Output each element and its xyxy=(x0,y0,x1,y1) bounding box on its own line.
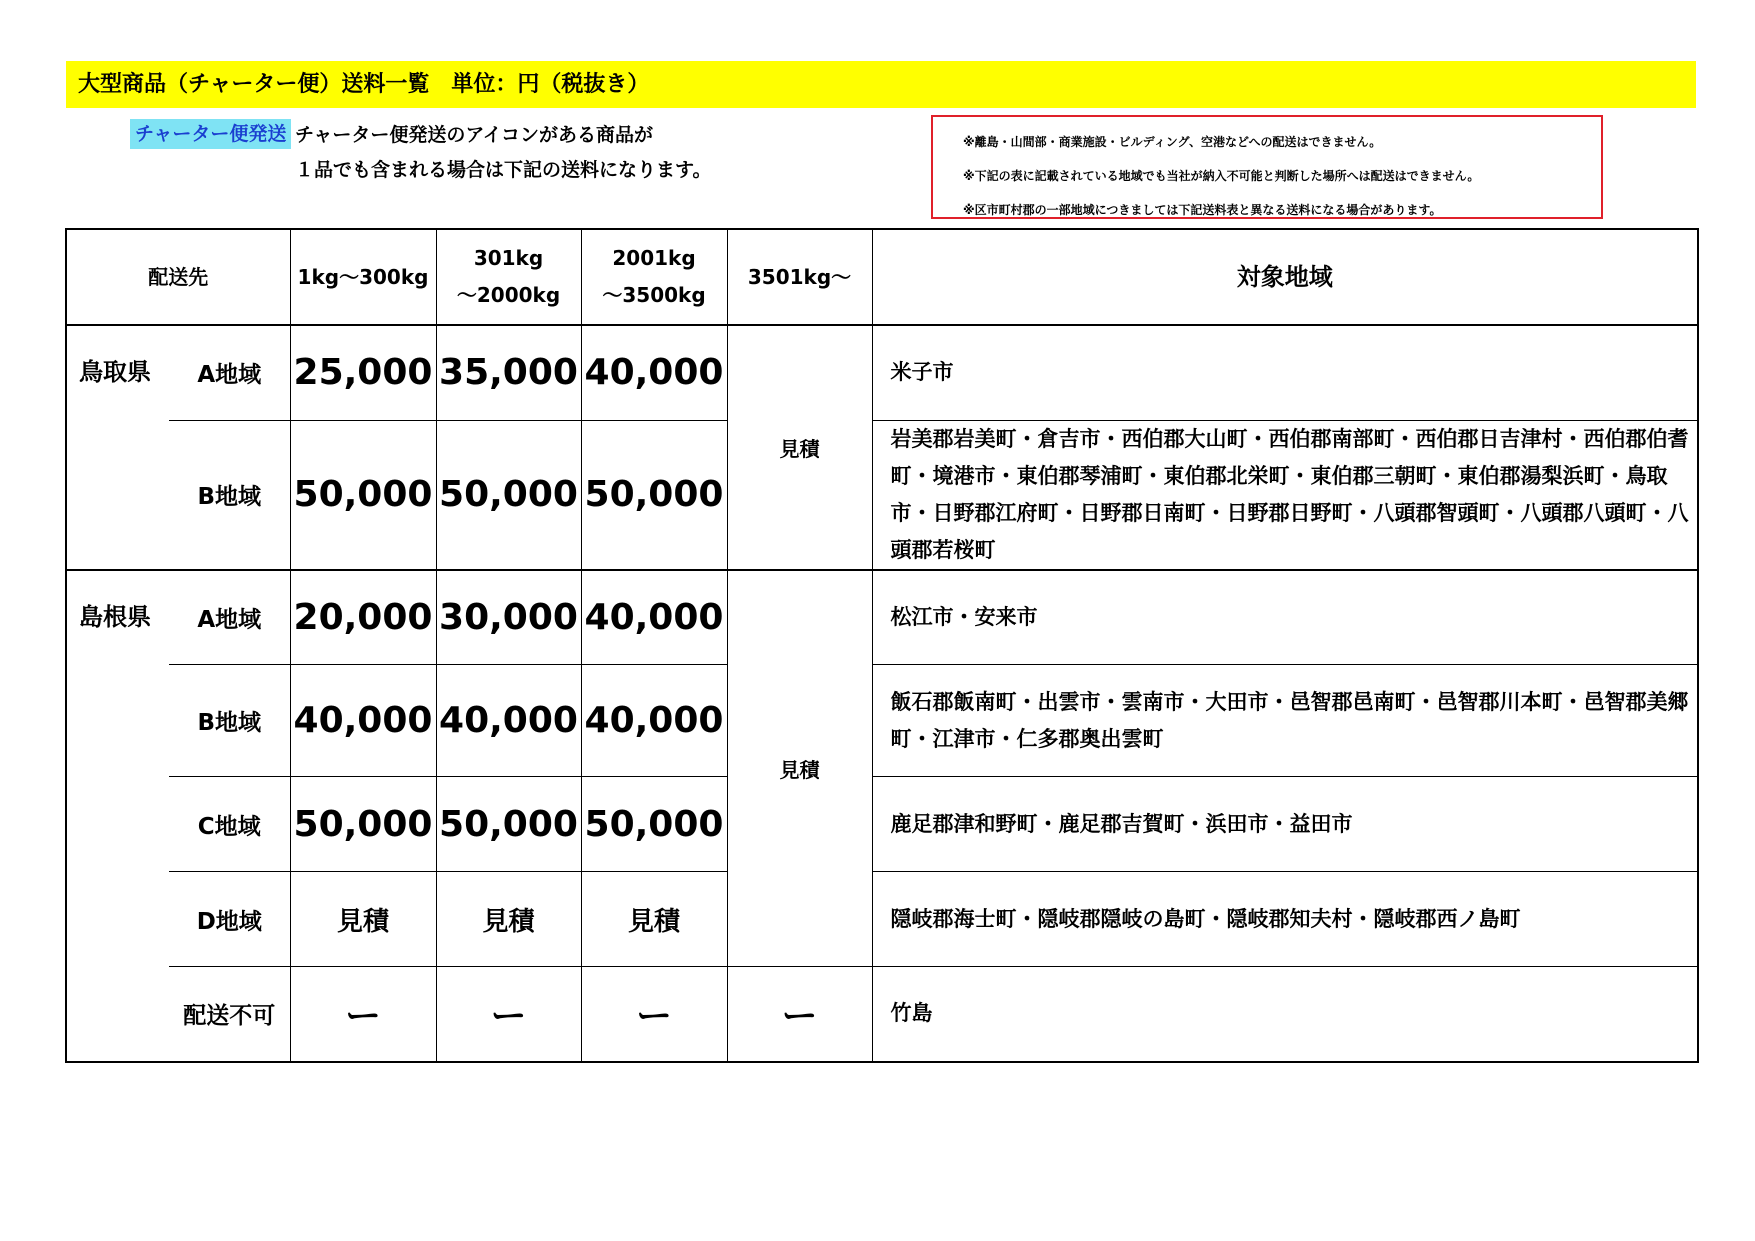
price-cell: ー xyxy=(436,967,581,1062)
header-weight-2 xyxy=(436,229,581,325)
price-cell: 30,000 xyxy=(436,570,581,665)
target-areas: 岩美郡岩美町・倉吉市・西伯郡大山町・西伯郡南部町・西伯郡日吉津村・西伯郡伯耆町・境港市・東伯郡琴浦町・東伯郡北栄町・東伯郡三朝町・東伯郡湯梨浜町・鳥取市・日野郡江府町・日野郡日南町・日野郡日野町・八頭郡智頭町・八頭郡八頭町・八頭郡若桜町 xyxy=(872,420,1698,570)
price-cell: 40,000 xyxy=(290,665,436,777)
table-row xyxy=(66,665,1698,777)
price-cell: 50,000 xyxy=(290,777,436,872)
table-header-row xyxy=(66,229,1698,325)
notice-line-3: ※区市町村郡の一部地域につきましては下記送料表と異なる送料になる場合があります。 xyxy=(963,203,1442,217)
price-cell: 50,000 xyxy=(436,420,581,570)
notice-box xyxy=(931,115,1603,219)
region-label: C地域 xyxy=(169,777,290,872)
price-cell: 50,000 xyxy=(290,420,436,570)
price-cell: 40,000 xyxy=(581,665,727,777)
header-areas: 対象地域 xyxy=(872,229,1698,325)
target-areas: 米子市 xyxy=(872,325,1698,420)
prefecture-tottori xyxy=(66,325,169,570)
target-areas: 飯石郡飯南町・出雲市・雲南市・大田市・邑智郡邑南町・邑智郡川本町・邑智郡美郷町・江津市・仁多郡奥出雲町 xyxy=(872,665,1698,777)
region-label: B地域 xyxy=(169,420,290,570)
price-cell: 20,000 xyxy=(290,570,436,665)
prefecture-shimane xyxy=(66,570,169,1062)
shipping-rate-table xyxy=(65,228,1699,1063)
table-row xyxy=(66,325,1698,420)
price-cell: 40,000 xyxy=(581,325,727,420)
header-weight-3-line-2: ～3500kg xyxy=(602,283,706,307)
price-cell: 見積 xyxy=(436,872,581,967)
target-areas: 松江市・安来市 xyxy=(872,570,1698,665)
price-cell: ー xyxy=(727,967,872,1062)
target-areas: 隠岐郡海士町・隠岐郡隠岐の島町・隠岐郡知夫村・隠岐郡西ノ島町 xyxy=(872,872,1698,967)
header-weight-2-line-2: ～2000kg xyxy=(456,283,561,307)
price-cell: ー xyxy=(581,967,727,1062)
price-cell: 40,000 xyxy=(581,570,727,665)
estimate-cell: 見積 xyxy=(727,325,872,570)
region-label: D地域 xyxy=(169,872,290,967)
table-row xyxy=(66,967,1698,1062)
region-label: A地域 xyxy=(169,325,290,420)
price-cell: 50,000 xyxy=(581,420,727,570)
target-areas: 鹿足郡津和野町・鹿足郡吉賀町・浜田市・益田市 xyxy=(872,777,1698,872)
region-label: B地域 xyxy=(169,665,290,777)
table-row xyxy=(66,570,1698,665)
header-weight-3 xyxy=(581,229,727,325)
table-row xyxy=(66,872,1698,967)
price-cell: 35,000 xyxy=(436,325,581,420)
price-cell: 50,000 xyxy=(436,777,581,872)
header-weight-2-line-1: 301kg xyxy=(473,246,544,270)
header-destination: 配送先 xyxy=(66,229,290,325)
charter-delivery-badge: チャーター便発送 xyxy=(130,119,291,149)
price-cell: ー xyxy=(290,967,436,1062)
price-cell: 50,000 xyxy=(581,777,727,872)
notice-line-1: ※離島・山間部・商業施設・ビルディング、空港などへの配送はできません。 xyxy=(963,135,1382,149)
prefecture-label: 島根県 xyxy=(79,602,151,631)
intro-text xyxy=(295,118,711,188)
table-row xyxy=(66,420,1698,570)
header-weight-1: 1kg～300kg xyxy=(290,229,436,325)
price-cell: 25,000 xyxy=(290,325,436,420)
intro-line-2: １品でも含まれる場合は下記の送料になります。 xyxy=(295,159,712,181)
price-cell: 見積 xyxy=(290,872,436,967)
region-label: A地域 xyxy=(169,570,290,665)
notice-line-2: ※下記の表に記載されている地域でも当社が納入不可能と判断した場所へは配送はできません。 xyxy=(963,169,1480,183)
target-areas: 竹島 xyxy=(872,967,1698,1062)
intro-line-1: チャーター便発送のアイコンがある商品が xyxy=(295,124,653,146)
estimate-cell: 見積 xyxy=(727,570,872,967)
page-title: 大型商品（チャーター便）送料一覧 単位：円（税抜き） xyxy=(66,61,1696,108)
header-weight-4: 3501kg～ xyxy=(727,229,872,325)
table-row xyxy=(66,777,1698,872)
region-label: 配送不可 xyxy=(169,967,290,1062)
price-cell: 見積 xyxy=(581,872,727,967)
header-weight-3-line-1: 2001kg xyxy=(612,246,696,270)
prefecture-label: 鳥取県 xyxy=(79,358,151,386)
price-cell: 40,000 xyxy=(436,665,581,777)
